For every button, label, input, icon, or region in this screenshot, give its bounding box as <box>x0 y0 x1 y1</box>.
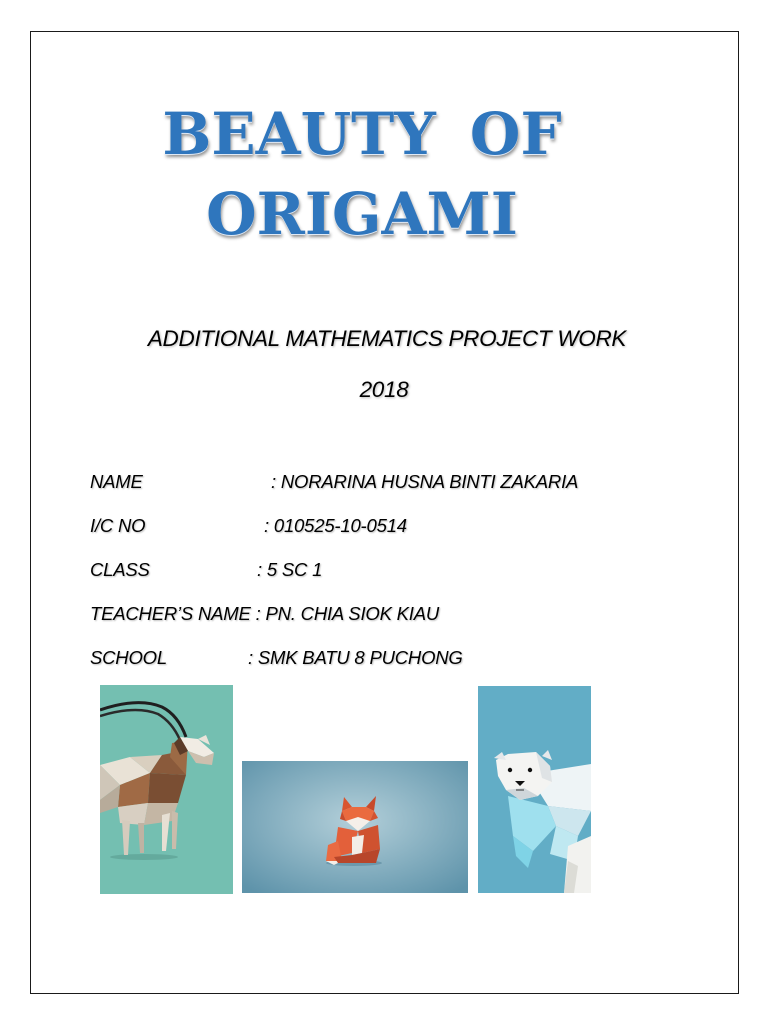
detail-value: : 010525-10-0514 <box>264 515 407 536</box>
detail-row-teacher-name <box>90 605 710 627</box>
detail-value: : 5 SC 1 <box>257 559 323 580</box>
detail-label: CLASS <box>90 559 150 580</box>
origami-antelope-image <box>100 685 233 894</box>
origami-polar-bear-image <box>478 686 591 893</box>
origami-fox-image <box>242 761 468 893</box>
detail-value: : PN. CHIA SIOK KIAU <box>255 603 440 624</box>
detail-value: : SMK BATU 8 PUCHONG <box>248 647 463 668</box>
detail-row-school <box>90 649 710 671</box>
title-line-1: BEAUTY OF <box>162 100 562 168</box>
title-line-2: ORIGAMI <box>206 180 518 248</box>
detail-label: SCHOOL <box>90 647 167 668</box>
detail-label: TEACHER’S NAME <box>90 603 251 624</box>
detail-row-ic-no <box>90 517 710 539</box>
project-year: 2018 <box>359 377 409 402</box>
detail-row-name <box>90 473 710 495</box>
detail-value: : NORARINA HUSNA BINTI ZAKARIA <box>271 471 579 492</box>
detail-label: I/C NO <box>90 515 146 536</box>
detail-label: NAME <box>90 471 143 492</box>
detail-row-class <box>90 561 710 583</box>
project-subtitle: ADDITIONAL MATHEMATICS PROJECT WORK <box>147 326 627 351</box>
